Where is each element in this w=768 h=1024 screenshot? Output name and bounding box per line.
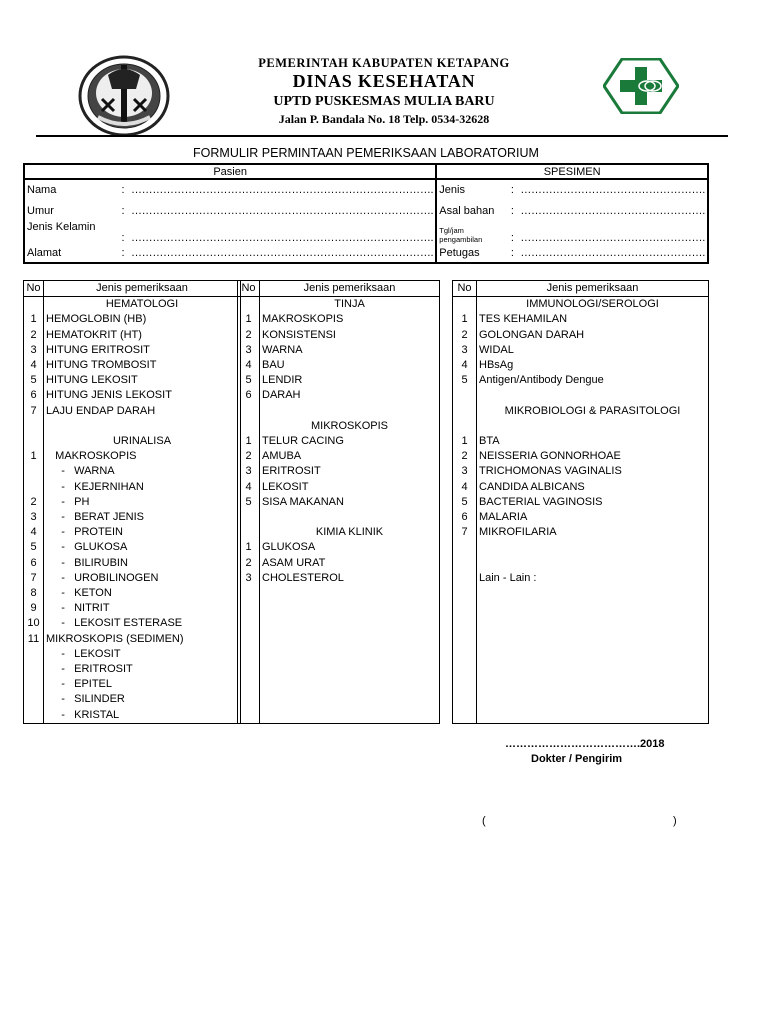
header-rule	[36, 135, 728, 137]
row-number: 5	[24, 373, 44, 388]
colon: :	[121, 184, 125, 196]
jenis-header: Jenis pemeriksaan	[477, 281, 709, 297]
table-row	[238, 328, 440, 343]
exam-item: LENDIR	[262, 374, 303, 387]
row-number: 2	[24, 495, 44, 510]
field-label: Tgl/jam pengambilan	[439, 226, 483, 244]
table-row	[24, 373, 241, 388]
row-number	[453, 632, 477, 647]
table-row	[453, 586, 709, 601]
colon: :	[510, 232, 514, 244]
exam-item	[260, 692, 440, 707]
table-row	[453, 480, 709, 495]
table-row	[24, 464, 241, 479]
table-row	[24, 358, 241, 373]
exam-item: DARAH	[262, 389, 301, 402]
table-row	[453, 343, 709, 358]
table-row	[238, 692, 440, 707]
table-row	[238, 358, 440, 373]
table-row	[24, 616, 241, 631]
field-input[interactable]: ………………………………………………………………………….	[129, 200, 436, 221]
exam-item: - KETON	[46, 587, 112, 600]
row-number: 4	[24, 358, 44, 373]
no-header: No	[238, 281, 260, 297]
table-row	[453, 449, 709, 464]
row-number: 6	[24, 556, 44, 571]
exam-item	[260, 647, 440, 662]
signature-role: Dokter / Pengirim	[531, 753, 623, 765]
exam-item: MALARIA	[479, 511, 528, 524]
exam-item	[477, 540, 709, 555]
exam-item	[260, 616, 440, 631]
row-number	[24, 677, 44, 692]
exam-item: HEMOGLOBIN (HB)	[46, 313, 147, 326]
signature-date: ……………………………….2018	[505, 738, 665, 750]
row-number: 11	[24, 632, 44, 647]
row-number	[238, 525, 260, 540]
exam-item: HEMATOKRIT (HT)	[46, 328, 142, 341]
field-label: Jenis	[439, 184, 465, 196]
row-number	[453, 540, 477, 555]
exam-item: - KRISTAL	[46, 708, 120, 721]
row-number: 5	[24, 540, 44, 555]
exam-item	[477, 677, 709, 692]
exam-item: WIDAL	[479, 343, 514, 356]
row-number: 7	[24, 571, 44, 586]
row-number	[24, 464, 44, 479]
row-number	[453, 601, 477, 616]
exam-item: TELUR CACING	[262, 435, 344, 448]
exam-item: GOLONGAN DARAH	[479, 328, 585, 341]
exam-item	[260, 662, 440, 677]
table-row	[453, 312, 709, 327]
exam-item	[260, 586, 440, 601]
header-address: Jalan P. Bandala No. 18 Telp. 0534-32628	[278, 112, 490, 126]
row-number: 2	[453, 328, 477, 343]
exam-item: - KEJERNIHAN	[46, 480, 144, 493]
exam-item: SISA MAKANAN	[262, 495, 344, 508]
table-row	[238, 343, 440, 358]
row-number	[24, 480, 44, 495]
table-row	[238, 495, 440, 510]
row-number: 1	[238, 540, 260, 555]
table-row	[238, 601, 440, 616]
puskesmas-logo	[603, 58, 679, 114]
section-title: TINJA	[334, 298, 365, 311]
row-number: 1	[238, 434, 260, 449]
exam-item: BACTERIAL VAGINOSIS	[479, 495, 603, 508]
row-number: 3	[453, 464, 477, 479]
specimen-header: SPESIMEN	[436, 164, 708, 179]
colon: :	[510, 247, 514, 259]
row-number: 2	[238, 328, 260, 343]
row-number: 3	[453, 343, 477, 358]
row-number	[238, 616, 260, 631]
table-row	[453, 358, 709, 373]
row-number	[453, 571, 477, 586]
signature-close-paren: )	[673, 815, 677, 827]
row-number	[453, 586, 477, 601]
exam-item	[477, 708, 709, 724]
exam-item: TRICHOMONAS VAGINALIS	[479, 465, 622, 478]
form-title: FORMULIR PERMINTAAN PEMERIKSAAN LABORATORIUM	[193, 146, 539, 160]
exam-item: CHOLESTEROL	[262, 571, 344, 584]
table-row	[24, 343, 241, 358]
exam-item: ASAM URAT	[262, 556, 326, 569]
table-row	[24, 449, 241, 464]
table-row	[238, 510, 440, 525]
exam-item: HITUNG JENIS LEKOSIT	[46, 389, 172, 402]
table-row	[453, 434, 709, 449]
exam-item: HITUNG ERITROSIT	[46, 343, 150, 356]
exam-subsection: MAKROSKOPIS	[46, 450, 137, 463]
row-number: 1	[238, 312, 260, 327]
exam-item	[477, 419, 709, 434]
row-number	[238, 662, 260, 677]
table-row	[453, 419, 709, 434]
exam-item: CANDIDA ALBICANS	[479, 480, 585, 493]
row-number: 6	[453, 510, 477, 525]
exam-item	[477, 601, 709, 616]
table-row	[453, 495, 709, 510]
row-number	[453, 419, 477, 434]
jenis-header: Jenis pemeriksaan	[44, 281, 241, 297]
row-number	[238, 632, 260, 647]
row-number: 7	[453, 525, 477, 540]
exam-item	[477, 692, 709, 707]
table-row	[24, 297, 241, 313]
table-row	[238, 586, 440, 601]
row-number	[453, 388, 477, 403]
colon: :	[510, 184, 514, 196]
exam-item: - BILIRUBIN	[46, 556, 128, 569]
exam-item	[44, 419, 241, 434]
row-number: 3	[238, 571, 260, 586]
row-number: 3	[24, 510, 44, 525]
exam-item: MIKROSKOPIS (SEDIMEN)	[46, 632, 184, 645]
row-number: 8	[24, 586, 44, 601]
table-row	[238, 297, 440, 313]
exam-item: - EPITEL	[46, 678, 113, 691]
table-row	[24, 556, 241, 571]
row-number	[24, 297, 44, 313]
row-number	[238, 510, 260, 525]
row-number	[238, 419, 260, 434]
table-row	[24, 540, 241, 555]
row-number	[453, 708, 477, 724]
row-number: 1	[24, 312, 44, 327]
table-row	[24, 662, 241, 677]
table-row	[238, 616, 440, 631]
row-number: 2	[453, 449, 477, 464]
exam-item: - SILINDER	[46, 693, 125, 706]
exam-item: LAJU ENDAP DARAH	[46, 404, 156, 417]
table-row	[453, 647, 709, 662]
exam-item: BAU	[262, 359, 285, 372]
colon: :	[121, 247, 125, 259]
table-row	[24, 601, 241, 616]
field-label: Nama	[27, 184, 57, 196]
exam-item	[477, 647, 709, 662]
table-row	[453, 662, 709, 677]
exam-item	[260, 601, 440, 616]
exam-item: Lain - Lain :	[479, 571, 537, 584]
table-row	[453, 601, 709, 616]
row-number: 1	[453, 312, 477, 327]
field-label: Alamat	[27, 247, 62, 259]
colon: :	[121, 204, 125, 217]
table-row	[238, 404, 440, 419]
exam-item: - WARNA	[46, 465, 115, 478]
table-row	[238, 480, 440, 495]
table-row	[238, 312, 440, 327]
table-row	[238, 632, 440, 647]
row-number	[24, 647, 44, 662]
exam-item: - ERITROSIT	[46, 663, 133, 676]
exam-item: - UROBILINOGEN	[46, 571, 159, 584]
exam-item: HITUNG TROMBOSIT	[46, 359, 157, 372]
table-row	[453, 708, 709, 724]
row-number	[453, 404, 477, 419]
table-row	[238, 708, 440, 724]
row-number: 1	[24, 449, 44, 464]
table-row	[453, 373, 709, 388]
table-row	[453, 677, 709, 692]
exam-item: KONSISTENSI	[262, 328, 336, 341]
section-title: IMMUNOLOGI/SEROLOGI	[526, 298, 659, 311]
exam-item: TES KEHAMILAN	[479, 313, 568, 326]
section-title: HEMATOLOGI	[105, 298, 179, 311]
table-row	[24, 510, 241, 525]
exam-item: GLUKOSA	[262, 541, 316, 554]
row-number: 3	[238, 343, 260, 358]
exam-item: ERITROSIT	[262, 465, 321, 478]
table-row	[24, 388, 241, 403]
table-row	[24, 586, 241, 601]
exam-item	[477, 632, 709, 647]
table-row	[453, 525, 709, 540]
table-row	[453, 540, 709, 555]
row-number	[238, 297, 260, 313]
row-number: 4	[24, 525, 44, 540]
row-number: 1	[453, 434, 477, 449]
table-row	[24, 571, 241, 586]
header-government: PEMERINTAH KABUPATEN KETAPANG	[258, 56, 510, 70]
exam-item: - LEKOSIT	[46, 647, 121, 660]
table-row	[453, 632, 709, 647]
row-number: 5	[238, 495, 260, 510]
table-row	[453, 571, 709, 586]
row-number	[453, 616, 477, 631]
exam-item: - BERAT JENIS	[46, 511, 145, 524]
row-number: 6	[24, 388, 44, 403]
section-title: KIMIA KLINIK	[315, 526, 384, 539]
table-row	[238, 525, 440, 540]
row-number	[24, 692, 44, 707]
exam-table-hematologi-urinalisa	[23, 280, 241, 724]
exam-item: - PROTEIN	[46, 526, 124, 539]
table-row	[24, 404, 241, 419]
table-row	[453, 297, 709, 313]
row-number	[24, 419, 44, 434]
table-row	[238, 647, 440, 662]
table-row	[453, 510, 709, 525]
exam-item	[477, 662, 709, 677]
table-row	[24, 708, 241, 724]
row-number: 3	[238, 464, 260, 479]
exam-item	[260, 510, 440, 525]
table-row	[453, 388, 709, 403]
table-row	[453, 464, 709, 479]
row-number	[24, 662, 44, 677]
field-input[interactable]: ………………………………………………………………………….	[129, 221, 436, 244]
table-row	[238, 449, 440, 464]
row-number	[238, 404, 260, 419]
exam-item: Antigen/Antibody Dengue	[479, 374, 604, 387]
row-number	[238, 601, 260, 616]
table-row	[24, 525, 241, 540]
table-row	[238, 434, 440, 449]
field-input[interactable]: ………………………………………………………………………….	[129, 244, 436, 263]
row-number: 2	[238, 449, 260, 464]
patient-specimen-table	[23, 163, 709, 264]
table-row	[453, 692, 709, 707]
section-title: URINALISA	[112, 435, 172, 448]
colon: :	[121, 232, 125, 244]
table-row	[238, 419, 440, 434]
table-row	[24, 480, 241, 495]
exam-item	[477, 556, 709, 571]
row-number: 2	[24, 328, 44, 343]
table-row	[24, 677, 241, 692]
row-number: 10	[24, 616, 44, 631]
table-row	[453, 328, 709, 343]
row-number: 6	[238, 388, 260, 403]
row-number	[453, 647, 477, 662]
row-number	[238, 586, 260, 601]
field-label: Asal bahan	[439, 204, 495, 217]
field-input[interactable]: …………………………………………….	[520, 184, 705, 196]
table-row	[238, 373, 440, 388]
row-number	[238, 708, 260, 724]
exam-item: MAKROSKOPIS	[262, 313, 344, 326]
row-number: 2	[238, 556, 260, 571]
exam-table-immunologi-mikrobiologi	[452, 280, 709, 724]
exam-item	[260, 677, 440, 692]
exam-item: - GLUKOSA	[46, 541, 128, 554]
exam-item	[260, 632, 440, 647]
exam-item: - NITRIT	[46, 602, 110, 615]
field-label: Petugas	[439, 247, 480, 259]
table-row	[238, 571, 440, 586]
row-number	[453, 297, 477, 313]
table-row	[24, 632, 241, 647]
section-title: MIKROBIOLOGI & PARASITOLOGI	[504, 404, 681, 417]
exam-item: BTA	[479, 435, 500, 447]
row-number: 4	[453, 480, 477, 495]
row-number	[453, 677, 477, 692]
exam-item: MIKROFILARIA	[479, 526, 557, 539]
table-row	[24, 434, 241, 449]
field-label: Jenis Kelamin	[27, 221, 96, 233]
table-row	[24, 312, 241, 327]
row-number: 4	[238, 480, 260, 495]
exam-item	[260, 708, 440, 724]
row-number	[238, 677, 260, 692]
signature-open-paren: (	[482, 815, 486, 827]
header-unit: UPTD PUSKESMAS MULIA BARU	[273, 94, 495, 109]
row-number: 4	[453, 358, 477, 373]
row-number: 5	[453, 373, 477, 388]
table-row	[453, 616, 709, 631]
section-title: MIKROSKOPIS	[310, 419, 389, 432]
row-number: 7	[24, 404, 44, 419]
table-row	[238, 540, 440, 555]
table-row	[238, 556, 440, 571]
field-input[interactable]: …………………………………………….	[520, 247, 705, 259]
table-row	[453, 556, 709, 571]
row-number	[453, 556, 477, 571]
exam-table-tinja-kimia	[237, 280, 440, 724]
colon: :	[510, 204, 514, 217]
row-number	[24, 434, 44, 449]
table-row	[24, 692, 241, 707]
row-number	[453, 692, 477, 707]
no-header: No	[24, 281, 44, 297]
header-department: DINAS KESEHATAN	[292, 71, 476, 91]
table-row	[24, 328, 241, 343]
exam-item: LEKOSIT	[262, 480, 309, 493]
field-label: Umur	[27, 204, 54, 217]
table-row	[24, 647, 241, 662]
table-row	[238, 464, 440, 479]
table-row	[238, 662, 440, 677]
exam-item: HITUNG LEKOSIT	[46, 374, 138, 387]
field-input[interactable]: ………………………………………………………………………….	[129, 179, 436, 200]
exam-item	[477, 388, 709, 403]
row-number	[453, 662, 477, 677]
exam-item	[477, 616, 709, 631]
table-row	[24, 495, 241, 510]
exam-item: WARNA	[262, 343, 303, 356]
table-row	[238, 388, 440, 403]
exam-item: - PH	[46, 495, 90, 508]
field-input[interactable]: …………………………………………….	[520, 232, 705, 244]
exam-item: NEISSERIA GONNORHOAE	[479, 450, 621, 463]
table-row	[24, 419, 241, 434]
exam-item: AMUBA	[262, 450, 302, 463]
exam-item: - LEKOSIT ESTERASE	[46, 617, 183, 630]
row-number	[24, 708, 44, 724]
row-number: 9	[24, 601, 44, 616]
no-header: No	[453, 281, 477, 297]
row-number	[238, 647, 260, 662]
row-number: 5	[453, 495, 477, 510]
field-input[interactable]: …………………………………………….	[520, 204, 705, 217]
exam-item	[260, 404, 440, 419]
exam-item: HBsAg	[479, 359, 514, 372]
jenis-header: Jenis pemeriksaan	[260, 281, 440, 297]
row-number: 5	[238, 373, 260, 388]
table-row	[238, 677, 440, 692]
row-number: 4	[238, 358, 260, 373]
row-number: 3	[24, 343, 44, 358]
table-row	[453, 404, 709, 419]
patient-header: Pasien	[24, 164, 436, 179]
exam-item	[477, 586, 709, 601]
row-number	[238, 692, 260, 707]
